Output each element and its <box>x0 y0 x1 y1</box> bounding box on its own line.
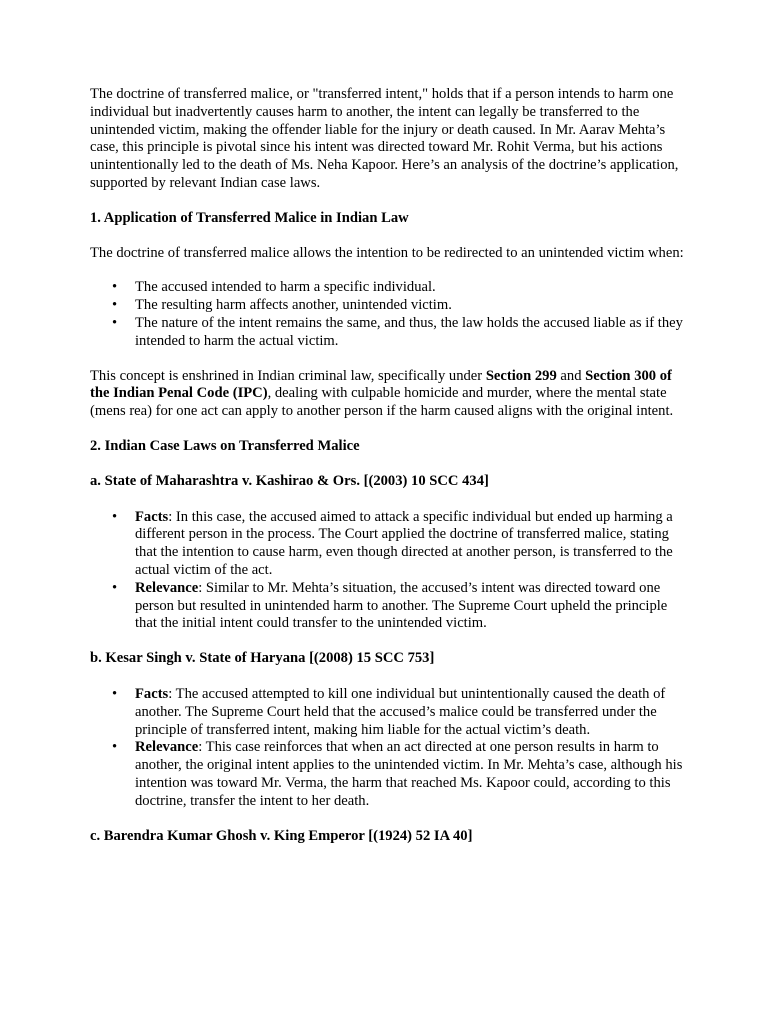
relevance-label: Relevance <box>135 739 199 756</box>
intro-paragraph: The doctrine of transferred malice, or "transferred intent," holds that if a person intends to harm one individual but inadvertently causes harm to another, the intent can legally be transferred to the unintended victim, making the offender liable for the injury or death caused. In Mr. Aarav Mehta’s case, this principle is pivotal since his intent was directed toward Mr. Rohit Verma, but his actions unintentionally led to the death of Ms. Neha Kapoor. Here’s an analysis of the doctrine’s application, supported by relevant Indian case laws. <box>90 86 679 191</box>
facts-label: Facts <box>135 685 169 702</box>
list-item <box>90 580 690 633</box>
bullet-icon: • <box>112 297 118 314</box>
list-item <box>90 297 690 315</box>
section1-concept-paragraph <box>90 368 690 421</box>
concept-text-mid: and <box>556 367 586 384</box>
section1-heading: 1. Application of Transferred Malice in Indian Law <box>90 209 409 226</box>
case-a-title: a. State of Maharashtra v. Kashirao & Ors. [(2003) 10 SCC 434] <box>90 472 489 489</box>
list-item <box>90 739 690 810</box>
section1-lead: The doctrine of transferred malice allows the intention to be redirected to an unintended victim when: <box>90 244 684 261</box>
case-b-list <box>90 686 690 811</box>
list-item-text: The resulting harm affects another, unintended victim. <box>135 297 452 314</box>
bullet-icon: • <box>112 739 118 756</box>
case-c-title: c. Barendra Kumar Ghosh v. King Emperor [(1924) 52 IA 40] <box>90 827 473 844</box>
relevance-text: : Similar to Mr. Mehta’s situation, the accused’s intent was directed toward one person but resulted in unintended harm to another. The Supreme Court upheld the principle that the initial intent could transfer to the unintended victim. <box>135 579 668 632</box>
list-item-text: The nature of the intent remains the same, and thus, the law holds the accused liable as if they intended to harm the actual victim. <box>135 314 683 349</box>
bullet-icon: • <box>112 279 118 296</box>
relevance-text: : This case reinforces that when an act directed at one person results in harm to another, the original intent applies to the unintended victim. In Mr. Mehta’s case, although his intention was toward Mr. Verma, the harm that reached Ms. Kapoor could, according to this doctrine, transfer the intent to her death. <box>135 739 683 809</box>
list-item <box>90 315 690 351</box>
bullet-icon: • <box>112 508 118 525</box>
document-page <box>90 86 690 863</box>
list-item-text: The accused intended to harm a specific individual. <box>135 279 436 296</box>
concept-section-300-ipc: Section 300 of the Indian Penal Code (IPC) <box>90 367 672 402</box>
facts-text: : The accused attempted to kill one individual but unintentionally caused the death of another. The Supreme Court held that the accused’s malice could be transferred under the principle of transferred intent, making him liable for the actual victim’s death. <box>135 685 666 738</box>
concept-section-299: Section 299 <box>485 367 557 384</box>
section1-bullet-list <box>90 279 690 350</box>
relevance-label: Relevance <box>135 579 199 596</box>
bullet-icon: • <box>112 579 118 596</box>
section2-heading: 2. Indian Case Laws on Transferred Malice <box>90 437 360 454</box>
bullet-icon: • <box>112 314 118 331</box>
concept-text-pre: This concept is enshrined in Indian criminal law, specifically under <box>90 367 486 384</box>
bullet-icon: • <box>112 685 118 702</box>
case-b-title: b. Kesar Singh v. State of Haryana [(2008) 15 SCC 753] <box>90 650 435 667</box>
case-a-list <box>90 509 690 634</box>
list-item <box>90 509 690 580</box>
concept-text-post: , dealing with culpable homicide and murder, where the mental state (mens rea) for one act can apply to another person if the harm caused aligns with the original intent. <box>90 385 674 420</box>
list-item <box>90 686 690 739</box>
list-item <box>90 279 690 297</box>
facts-label: Facts <box>135 508 169 525</box>
facts-text: : In this case, the accused aimed to attack a specific individual but ended up harming a different person in the process. The Court applied the doctrine of transferred malice, stating that the intention to cause harm, even though directed at another person, is transferred to the actual victim of the act. <box>135 508 673 578</box>
